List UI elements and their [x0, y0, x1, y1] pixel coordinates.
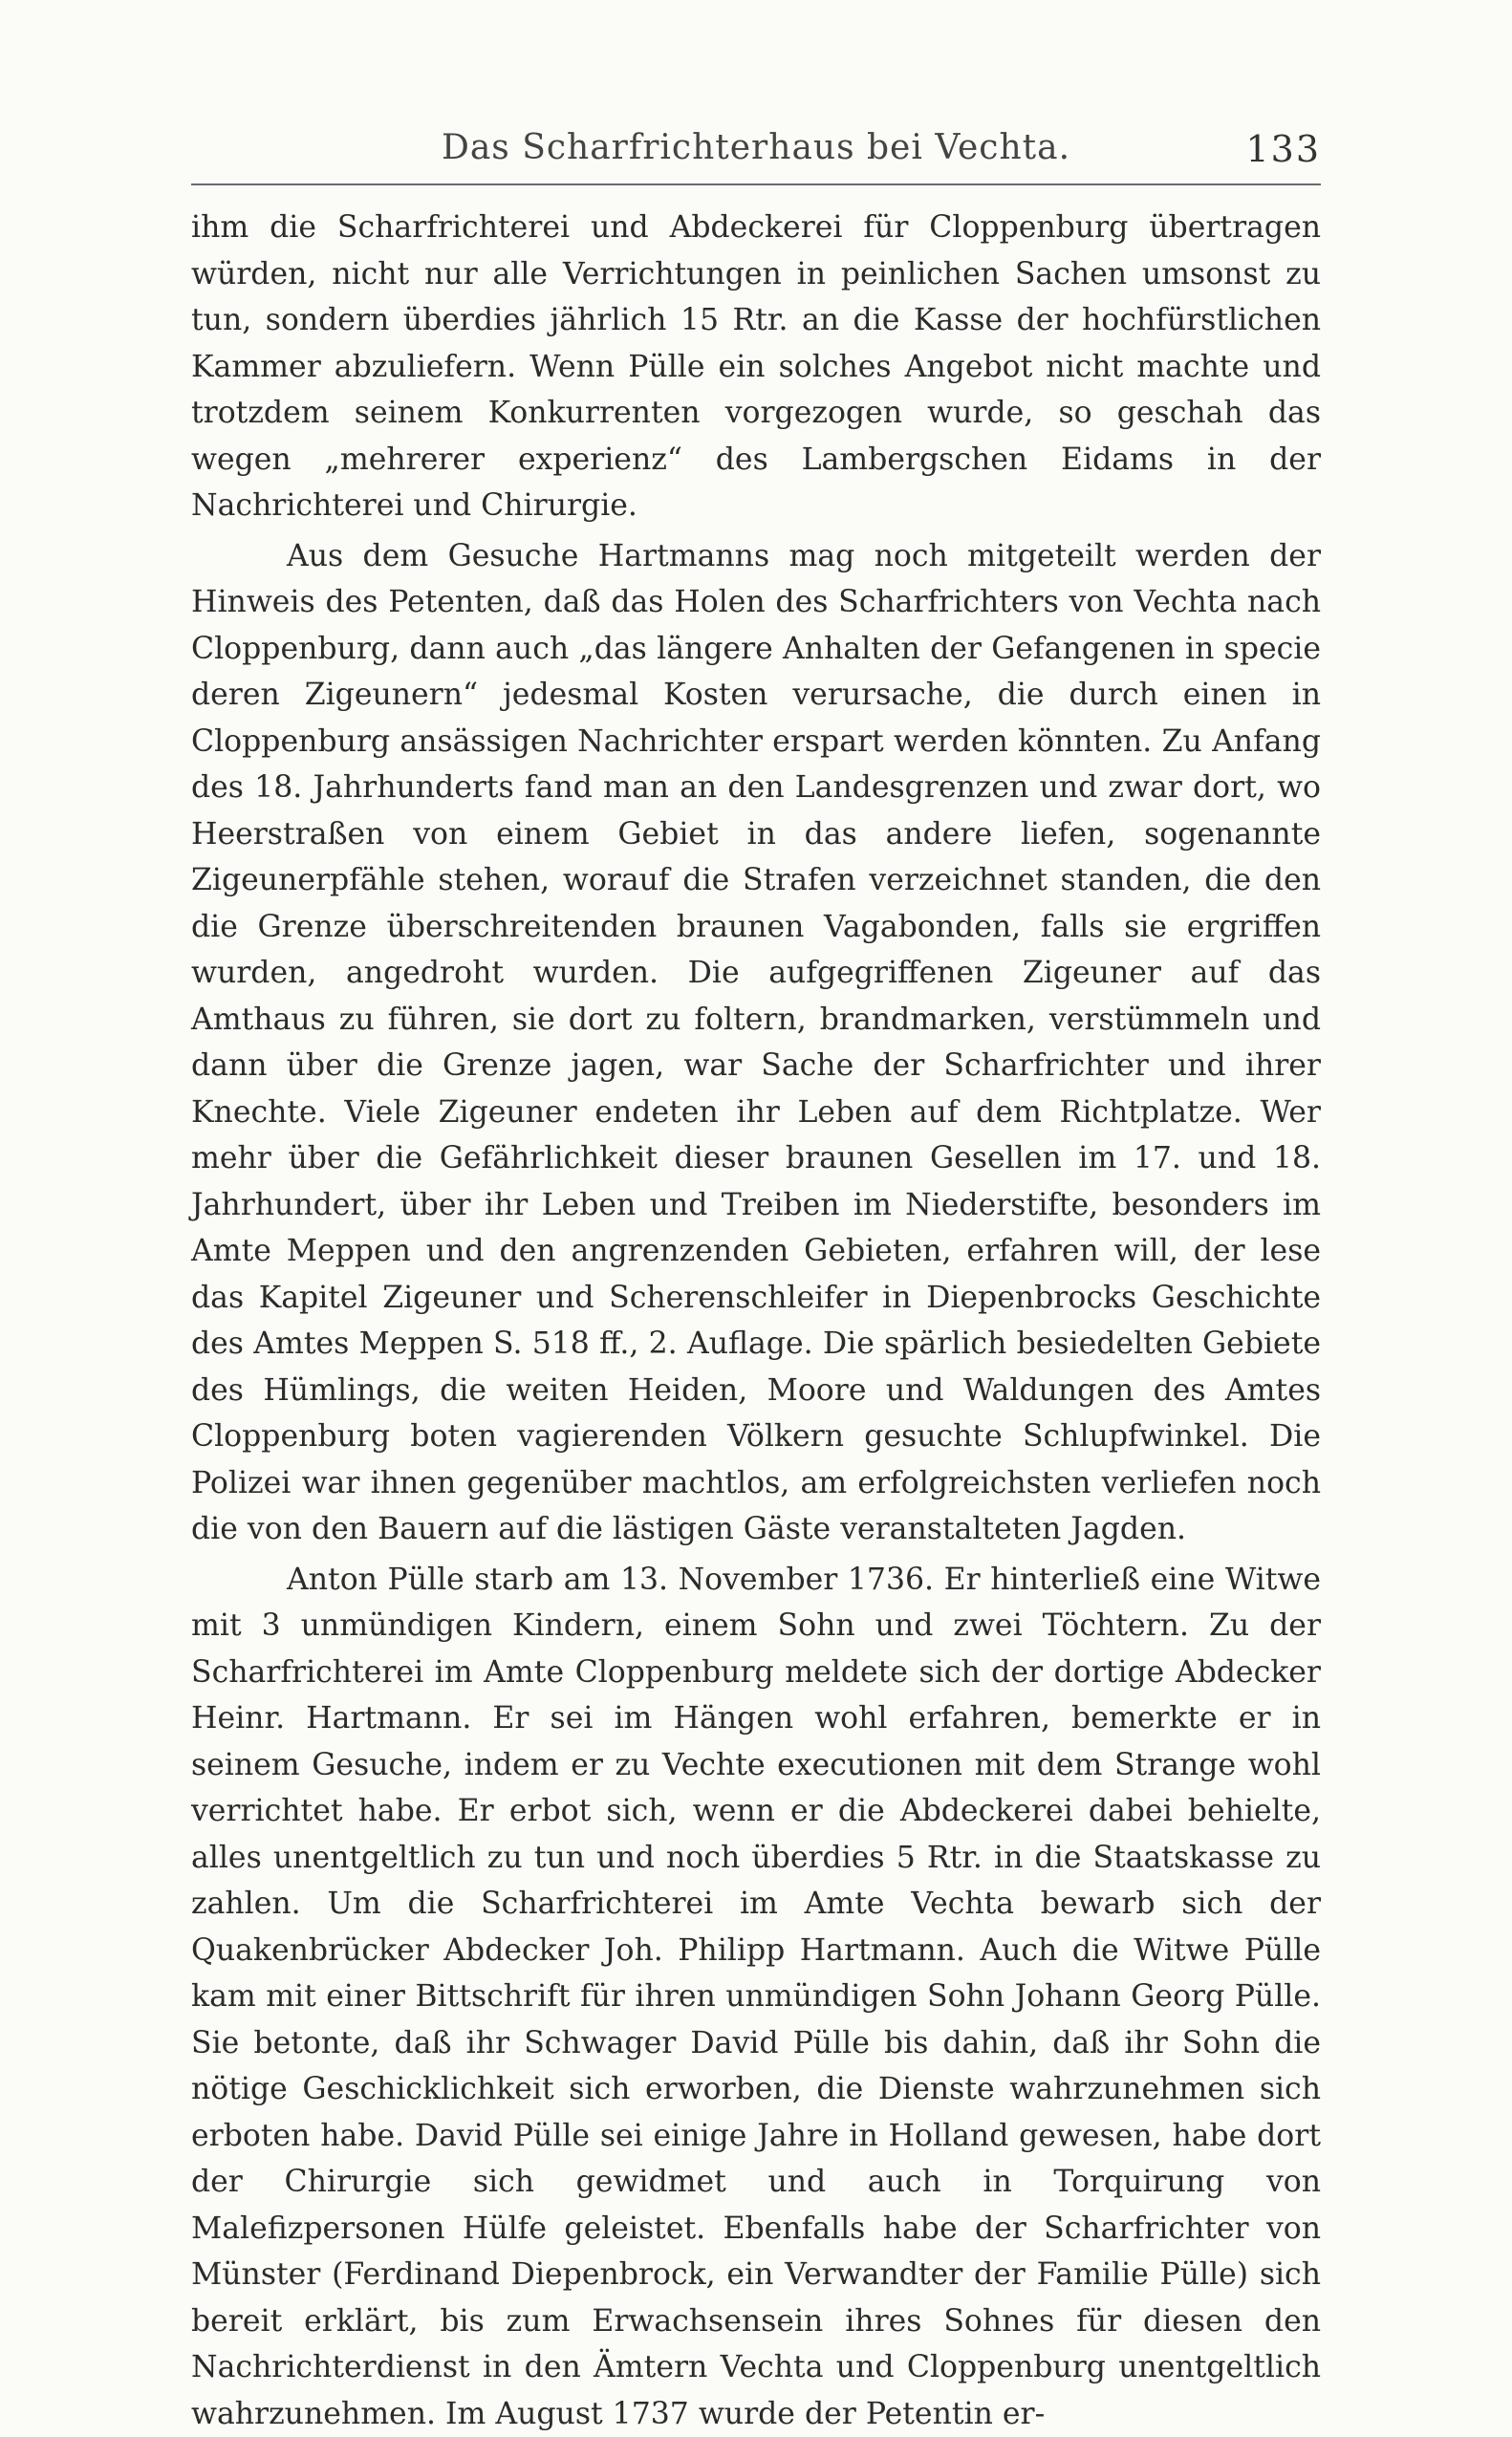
paragraph-continuation: ihm die Scharfrichterei und Abdeckerei für Cloppenburg übertragen würden, nicht nur alle Verrichtungen in peinlichen Sachen umsonst zu tun, sondern überdies jährlich 15 Rtr. an die Kasse der hochfürstlichen Kammer abzuliefern. Wenn Pülle ein solches Angebot nicht machte und trotzdem seinem Konkurrenten vorgezogen wurde, so geschah das wegen „mehrerer experienz“ des Lambergschen Eidams in der Nachrichterei und Chirurgie.	[191, 205, 1321, 529]
running-title: Das Scharfrichterhaus bei Vechta.	[191, 128, 1321, 167]
paragraph: Anton Pülle starb am 13. November 1736. Er hinterließ eine Witwe mit 3 unmündigen Kindern, einem Sohn und zwei Töchtern. Zu der Scharfrichterei im Amte Cloppenburg meldete sich der dortige Abdecker Heinr. Hartmann. Er sei im Hängen wohl erfahren, bemerkte er in seinem Gesuche, indem er zu Vechte executionen mit dem Strange wohl verrichtet habe. Er erbot sich, wenn er die Abdeckerei dabei behielte, alles unentgeltlich zu tun und noch überdies 5 Rtr. in die Staatskasse zu zahlen. Um die Scharfrichterei im Amte Vechta bewarb sich der Quakenbrücker Abdecker Joh. Philipp Hartmann. Auch die Witwe Pülle kam mit einer Bittschrift für ihren unmündigen Sohn Johann Georg Pülle. Sie betonte, daß ihr Schwager David Pülle bis dahin, daß ihr Sohn die nötige Geschicklichkeit sich erworben, die Dienste wahrzunehmen sich erboten habe. David Pülle sei einige Jahre in Holland gewesen, habe dort der Chirurgie sich gewidmet und auch in Torquirung von Malefizpersonen Hülfe geleistet. Ebenfalls habe der Scharfrichter von Münster (Ferdinand Diepenbrock, ein Verwandter der Familie Pülle) sich bereit erklärt, bis zum Erwachsensein ihres Sohnes für diesen den Nachrichterdienst in den Ämtern Vechta und Cloppenburg unentgeltlich wahrzunehmen. Im August 1737 wurde der Petentin er-	[191, 1557, 1321, 2437]
page-header	[191, 124, 1321, 183]
header-rule	[191, 183, 1321, 185]
paragraph: Aus dem Gesuche Hartmanns mag noch mitgeteilt werden der Hinweis des Petenten, daß das Holen des Scharfrichters von Vechta nach Cloppenburg, dann auch „das längere Anhalten der Gefangenen in specie deren Zigeunern“ jedesmal Kosten verursache, die durch einen in Cloppenburg ansässigen Nachrichter erspart werden könnten. Zu Anfang des 18. Jahrhunderts fand man an den Landesgrenzen und zwar dort, wo Heerstraßen von einem Gebiet in das andere liefen, sogenannte Zigeunerpfähle stehen, worauf die Strafen verzeichnet standen, die den die Grenze überschreitenden braunen Vagabonden, falls sie ergriffen wurden, angedroht wurden. Die aufgegriffenen Zigeuner auf das Amthaus zu führen, sie dort zu foltern, brandmarken, verstümmeln und dann über die Grenze jagen, war Sache der Scharfrichter und ihrer Knechte. Viele Zigeuner endeten ihr Leben auf dem Richtplatze. Wer mehr über die Gefährlichkeit dieser braunen Gesellen im 17. und 18. Jahrhundert, über ihr Leben und Treiben im Niederstifte, besonders im Amte Meppen und den angrenzenden Gebieten, erfahren will, der lese das Kapitel Zigeuner und Scherenschleifer in Diepenbrocks Geschichte des Amtes Meppen S. 518 ff., 2. Auflage. Die spärlich besiedelten Gebiete des Hümlings, die weiten Heiden, Moore und Waldungen des Amtes Cloppenburg boten vagierenden Völkern gesuchte Schlupfwinkel. Die Polizei war ihnen gegenüber machtlos, am erfolgreichsten verliefen noch die von den Bauern auf die lästigen Gäste veranstalteten Jagden.	[191, 533, 1321, 1553]
page-number: 133	[1245, 128, 1321, 170]
book-page	[191, 124, 1321, 2437]
